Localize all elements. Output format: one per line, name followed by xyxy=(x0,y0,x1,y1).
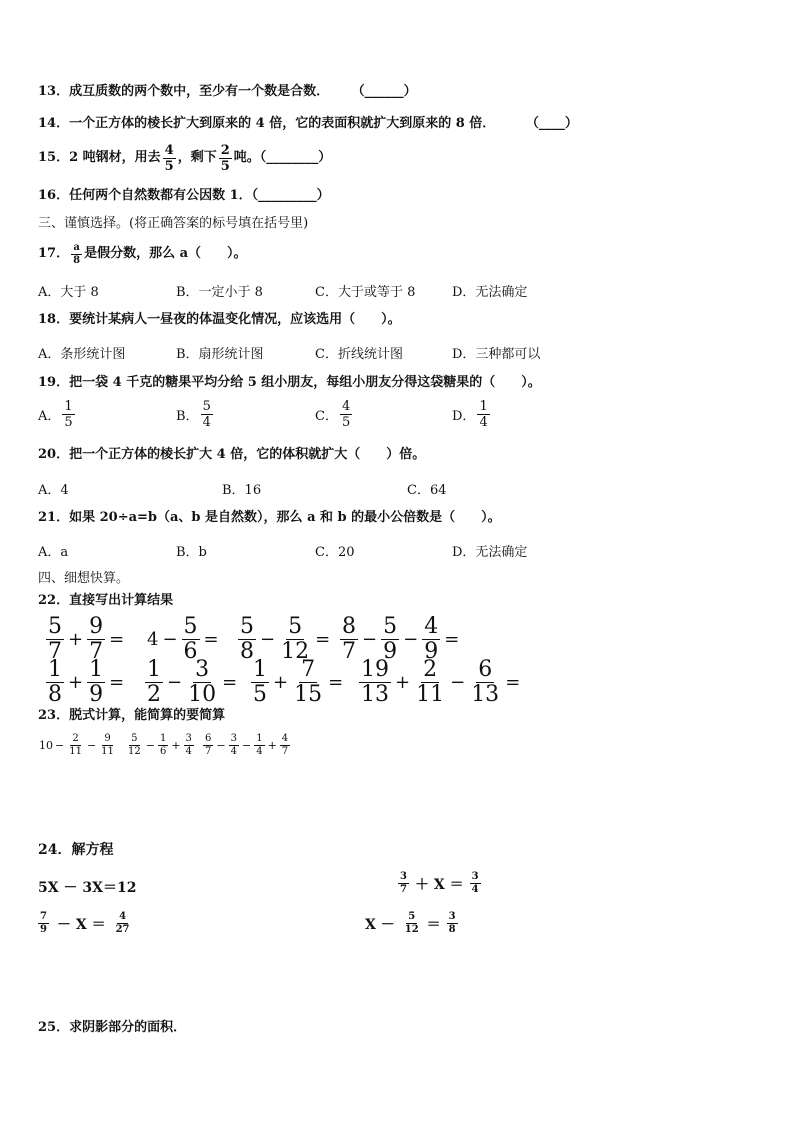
fraction: $\frac{3}{4}$ xyxy=(471,871,479,895)
denominator: 11 xyxy=(416,682,445,707)
equation-4: X － $\frac{5}{12}$ ＝ $\frac{3}{8}$ xyxy=(365,911,456,935)
question-number: 15． xyxy=(38,150,70,165)
numerator: 5 xyxy=(288,614,303,639)
fraction xyxy=(184,734,194,757)
denominator: 12 xyxy=(128,746,141,757)
expression-s3 xyxy=(201,734,292,757)
equation-3: $\frac{7}{9}$ － X ＝ $\frac{4}{27}$ xyxy=(40,911,130,935)
numerator: 4 xyxy=(424,614,439,639)
denominator: 8 xyxy=(48,682,62,707)
option-a[interactable]: A． $\frac{1}{5}$ xyxy=(38,399,73,430)
option-b[interactable]: B．一定小于 8 xyxy=(176,285,263,300)
operator: = xyxy=(203,629,219,650)
operator: − xyxy=(55,739,65,752)
denominator: 7 xyxy=(342,639,356,664)
operator: = xyxy=(109,672,125,693)
denominator: 7 xyxy=(89,639,104,664)
operator: − xyxy=(450,672,466,693)
option-d[interactable]: D．三种都可以 xyxy=(452,347,541,362)
numerator: 2 xyxy=(423,657,438,682)
numerator: 5 xyxy=(48,614,62,639)
question-25: 25．求阴影部分的面积． xyxy=(38,1020,187,1035)
fraction xyxy=(46,616,64,663)
fraction xyxy=(87,659,105,706)
denominator: 13 xyxy=(471,682,500,707)
denominator: 12 xyxy=(281,639,310,664)
numerator: 5 xyxy=(240,614,254,639)
operator: = xyxy=(315,629,331,650)
fraction xyxy=(469,659,501,706)
fraction xyxy=(414,659,446,706)
numerator: 1 xyxy=(159,733,167,744)
operator: − xyxy=(241,739,252,752)
denominator: 6 xyxy=(183,639,198,664)
operator: − xyxy=(216,739,226,752)
option-c[interactable]: C．大于或等于 8 xyxy=(315,285,416,300)
fraction: $\frac{2}{5}$ xyxy=(220,142,230,174)
denominator: 7 xyxy=(48,639,62,664)
denominator: 7 xyxy=(281,746,289,757)
option-a[interactable]: A．4 xyxy=(38,483,69,498)
numerator: 3 xyxy=(185,733,192,744)
denominator: 4 xyxy=(256,746,263,757)
question-16 xyxy=(38,188,330,204)
option-b[interactable]: B．16 xyxy=(222,483,262,498)
operator: + xyxy=(395,672,411,693)
question-21: 21．如果 20÷a=b（a、b 是自然数），那么 a 和 b 的最小公倍数是（ ）。 xyxy=(38,510,501,525)
fraction xyxy=(340,616,358,663)
operator: − xyxy=(362,629,378,650)
denominator: 8 xyxy=(240,639,254,664)
option-b[interactable]: B．扇形统计图 xyxy=(176,347,264,362)
operator: − xyxy=(162,629,178,650)
expression-s1 xyxy=(38,734,118,757)
fraction: $\frac{5}{12}$ xyxy=(404,911,419,935)
numerator: 6 xyxy=(205,733,212,744)
numerator: 7 xyxy=(301,657,316,682)
denominator: 9 xyxy=(424,639,439,664)
operator: = xyxy=(444,629,460,650)
answer-blank[interactable]: （____） xyxy=(525,116,578,131)
question-number: 17． xyxy=(38,246,70,261)
fraction xyxy=(254,734,264,757)
question-22: 22．直接写出计算结果 xyxy=(38,593,174,608)
question-14 xyxy=(38,116,578,132)
answer-blank[interactable]: （______） xyxy=(351,84,417,99)
denominator: 6 xyxy=(159,746,167,757)
section-4-heading: 四、细想快算。 xyxy=(38,571,130,586)
expression-e6 xyxy=(143,659,239,706)
option-a[interactable]: A．条形统计图 xyxy=(38,347,126,362)
numerator: 19 xyxy=(361,657,389,682)
fraction: $\frac{3}{8}$ xyxy=(448,911,456,935)
denominator: 7 xyxy=(205,746,212,757)
numerator: 5 xyxy=(183,614,198,639)
numerator: 3 xyxy=(230,733,237,744)
question-17 xyxy=(38,236,247,272)
option-a[interactable]: A．大于 8 xyxy=(38,285,99,300)
option-b[interactable]: B．b xyxy=(176,545,207,560)
fraction xyxy=(279,616,311,663)
operator: − xyxy=(167,672,183,693)
fraction: $\frac{a}{8}$ xyxy=(73,241,81,266)
fraction: $\frac{4}{27}$ xyxy=(115,911,130,935)
expression-e7 xyxy=(249,659,345,706)
operator: − xyxy=(403,629,419,650)
operator: = xyxy=(222,672,238,693)
fraction xyxy=(359,659,391,706)
expression-e2 xyxy=(145,616,221,663)
numerator: 2 xyxy=(72,733,79,744)
operator: − xyxy=(86,739,97,752)
denominator: 5 xyxy=(253,682,267,707)
option-d[interactable]: D． $\frac{1}{4}$ xyxy=(452,399,488,430)
operator: + xyxy=(68,672,84,693)
fraction xyxy=(186,659,218,706)
question-14-text: 14．一个正方体的棱长扩大到原来的 4 倍，它的表面积就扩大到原来的 8 倍． xyxy=(38,116,496,131)
option-c[interactable]: C．20 xyxy=(315,545,355,560)
option-c[interactable]: C．64 xyxy=(407,483,447,498)
option-c[interactable]: C． $\frac{4}{5}$ xyxy=(315,399,351,430)
fraction: $\frac{1}{5}$ xyxy=(64,399,73,430)
question-19: 19．把一袋 4 千克的糖果平均分给 5 组小朋友，每组小朋友分得这袋糖果的（ ）。 xyxy=(38,375,541,390)
numerator: 1 xyxy=(256,733,263,744)
equation-2: $\frac{3}{7}$ ＋ X ＝ $\frac{3}{4}$ xyxy=(400,871,479,895)
fraction xyxy=(280,734,290,757)
fraction xyxy=(229,734,239,757)
numerator: 5 xyxy=(383,614,398,639)
option-d[interactable]: D．无法确定 xyxy=(452,285,528,300)
question-16-text: 16．任何两个自然数都有公因数 1．（_________） xyxy=(38,188,330,203)
operator: = xyxy=(328,672,344,693)
fraction: $\frac{4}{5}$ xyxy=(164,142,174,174)
denominator: 11 xyxy=(69,746,82,757)
expression-e3 xyxy=(236,616,332,663)
question-13-text: 13．成互质数的两个数中，至少有一个数是合数． xyxy=(38,84,330,99)
question-23: 23．脱式计算，能简算的要简算 xyxy=(38,708,226,723)
fraction xyxy=(99,734,116,757)
fraction xyxy=(67,734,84,757)
numerator: 1 xyxy=(253,657,267,682)
fraction xyxy=(87,616,105,663)
operator: + xyxy=(171,739,181,752)
fraction xyxy=(422,616,440,663)
numerator: 5 xyxy=(131,733,138,744)
fraction xyxy=(126,734,143,757)
fraction xyxy=(238,616,256,663)
denominator: 13 xyxy=(361,682,389,707)
numerator: 9 xyxy=(104,733,111,744)
numerator: 6 xyxy=(478,657,493,682)
question-18: 18．要统计某病人一昼夜的体温变化情况，应该选用（ ）。 xyxy=(38,312,401,327)
option-a[interactable]: A．a xyxy=(38,545,69,560)
denominator: 4 xyxy=(230,746,237,757)
numerator: 1 xyxy=(147,657,161,682)
number: 10 xyxy=(39,739,53,752)
equation-1: 5X － 3X＝12 xyxy=(38,880,137,896)
question-17-text: 是假分数，那么 a（ ）。 xyxy=(84,246,247,261)
question-15-text-a: 2 吨钢材，用去 xyxy=(69,150,161,165)
denominator: 4 xyxy=(185,746,192,757)
section-3-heading: 三、谨慎选择。(将正确答案的标号填在括号里) xyxy=(38,216,309,231)
denominator: 10 xyxy=(188,682,217,707)
operator: + xyxy=(273,672,289,693)
fraction xyxy=(292,659,324,706)
option-b[interactable]: B． $\frac{5}{4}$ xyxy=(176,399,211,430)
operator: = xyxy=(109,629,125,650)
option-d[interactable]: D．无法确定 xyxy=(452,545,528,560)
denominator: 15 xyxy=(294,682,323,707)
question-15-text-c[interactable]: 吨。（________） xyxy=(233,150,332,165)
fraction: $\frac{3}{7}$ xyxy=(400,871,407,895)
fraction: $\frac{5}{4}$ xyxy=(202,399,211,430)
question-13 xyxy=(38,84,417,100)
expression-e5 xyxy=(44,659,126,706)
fraction: $\frac{1}{4}$ xyxy=(479,399,488,430)
operator: + xyxy=(68,629,84,650)
operator: − xyxy=(145,739,155,752)
denominator: 9 xyxy=(89,682,104,707)
expression-e4 xyxy=(338,616,461,663)
operator: = xyxy=(505,672,521,693)
denominator: 2 xyxy=(147,682,161,707)
number: 4 xyxy=(147,629,159,650)
numerator: 3 xyxy=(195,657,210,682)
operator: + xyxy=(267,739,277,752)
fraction: $\frac{7}{9}$ xyxy=(40,911,47,935)
fraction xyxy=(251,659,269,706)
numerator: 8 xyxy=(342,614,356,639)
fraction xyxy=(182,616,200,663)
option-c[interactable]: C．折线统计图 xyxy=(315,347,403,362)
fraction: $\frac{4}{5}$ xyxy=(341,399,351,430)
question-15 xyxy=(38,140,331,176)
expression-s2 xyxy=(124,734,196,757)
fraction xyxy=(46,659,64,706)
fraction xyxy=(158,734,168,757)
fraction xyxy=(145,659,163,706)
fraction xyxy=(381,616,399,663)
numerator: 1 xyxy=(48,657,62,682)
denominator: 11 xyxy=(101,746,114,757)
question-24: 24．解方程 xyxy=(38,842,114,858)
expression-e8 xyxy=(357,659,522,706)
denominator: 9 xyxy=(383,639,398,664)
numerator: 9 xyxy=(89,614,104,639)
question-20: 20．把一个正方体的棱长扩大 4 倍，它的体积就扩大（ ）倍。 xyxy=(38,447,426,462)
numerator: 1 xyxy=(89,657,104,682)
question-15-text-b: ，剩下 xyxy=(177,150,217,165)
operator: − xyxy=(260,629,276,650)
numerator: 4 xyxy=(281,733,289,744)
fraction xyxy=(203,734,213,757)
expression-e1 xyxy=(44,616,126,663)
